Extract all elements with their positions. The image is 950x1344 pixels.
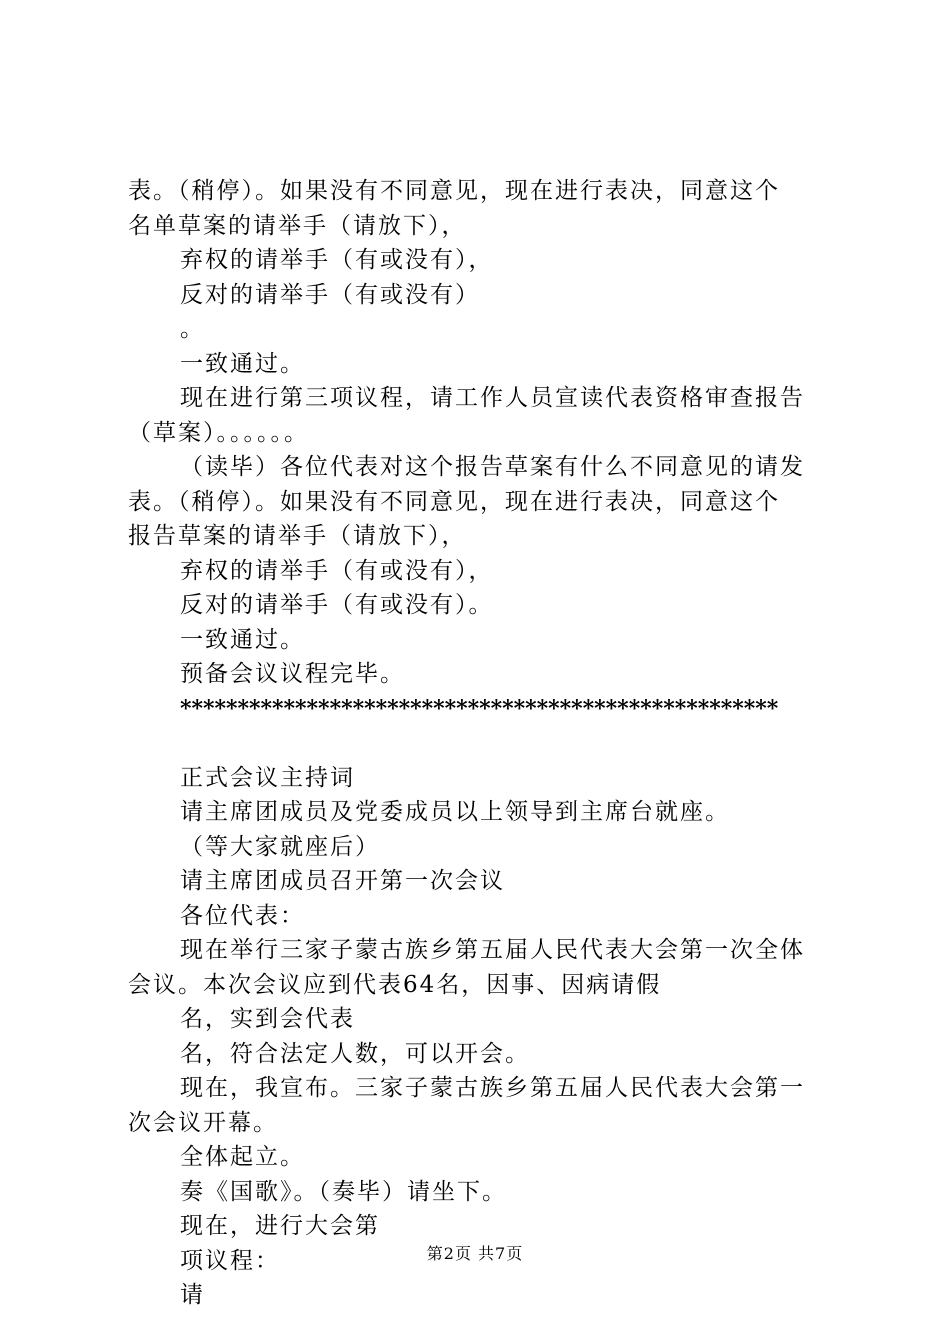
text-line: （草案）。。。。。。 [128, 419, 309, 446]
text-line: 现在，进行大会第 [180, 1213, 380, 1239]
document-body [128, 174, 834, 1313]
text-line: 名，符合法定人数，可以开会。 [180, 1040, 530, 1067]
text-line: 会议。本次会议应到代表64名，因事、因病请假 [128, 971, 662, 998]
text-line: 反对的请举手（有或没有）。 [180, 592, 494, 618]
text-line: 弃权的请举手（有或没有）， [180, 247, 494, 273]
text-line: 一致通过。 [180, 626, 305, 653]
text-line: 预备会议议程完毕。 [180, 661, 405, 687]
page-footer: 第2页 共7页 [426, 1244, 524, 1263]
text-line: 一致通过。 [180, 350, 305, 377]
text-line: （读毕）各位代表对这个报告草案有什么不同意见的请发 [180, 454, 805, 480]
text-line: 次会议开幕。 [128, 1109, 278, 1136]
text-line: 奏《国歌》。（奏毕）请坐下。 [180, 1178, 507, 1205]
text-line: 名单草案的请举手（请放下）， [128, 212, 467, 239]
text-line: 请主席团成员召开第一次会议 [180, 868, 505, 894]
text-line: 弃权的请举手（有或没有）， [180, 557, 494, 584]
text-line: 项议程： [180, 1247, 280, 1274]
text-line: 表。（稍停）。如果没有不同意见，现在进行表决，同意这个 [128, 488, 780, 515]
text-line: 请主席团成员及党委成员以上领导到主席台就座。 [180, 799, 730, 825]
text-line: 。 [180, 316, 205, 342]
text-line: 现在举行三家子蒙古族乡第五届人民代表大会第一次全体 [180, 937, 805, 963]
blank-line [128, 726, 834, 761]
text-line: 报告草案的请举手（请放下）， [128, 523, 467, 549]
text-line: 名，实到会代表 [180, 1006, 355, 1032]
text-line: 现在，我宣布。三家子蒙古族乡第五届人民代表大会第一 [180, 1075, 805, 1101]
text-line: 反对的请举手（有或没有） [180, 281, 480, 308]
text-line: 全体起立。 [180, 1144, 305, 1170]
text-line: 各位代表： [180, 902, 305, 929]
text-line: 正式会议主持词 [180, 764, 355, 791]
text-line: （等大家就座后） [180, 833, 380, 860]
text-line: 现在进行第三项议程，请工作人员宣读代表资格审查报告 [180, 385, 805, 411]
separator-line: **************************************************** [180, 695, 779, 722]
text-line: 请 [180, 1282, 205, 1308]
text-line: 表。（稍停）。如果没有不同意见，现在进行表决，同意这个 [128, 178, 780, 204]
